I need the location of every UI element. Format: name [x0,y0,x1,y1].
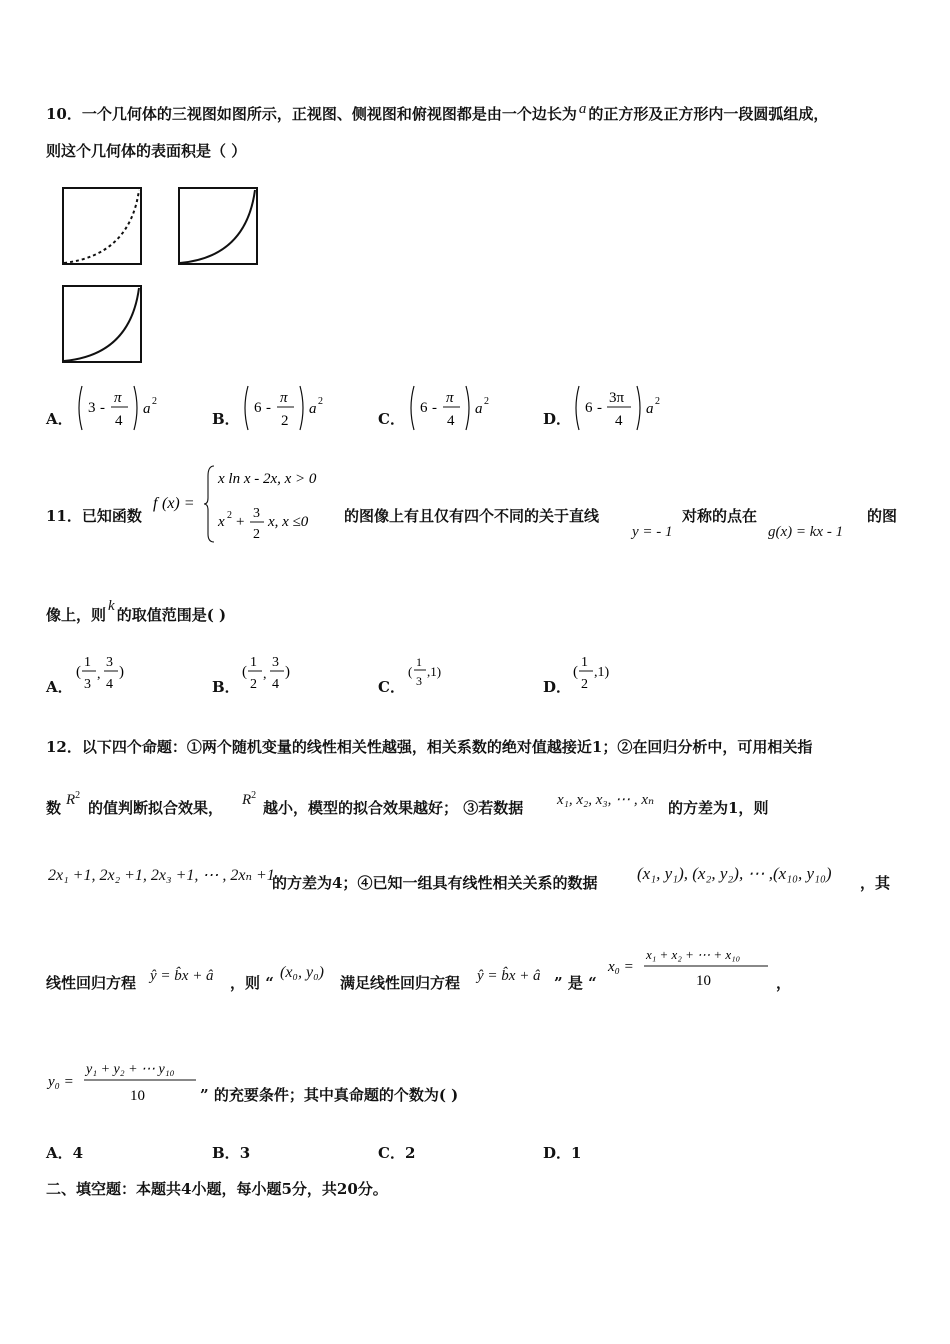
q12-line4-b: ，则 “ [230,974,274,992]
q11-option-a-interval [74,648,144,696]
f-head: f [153,495,158,512]
q10-option-a-formula [74,382,174,434]
q11c-tail: ,1) [427,664,442,679]
svg-text:(: ( [76,664,81,680]
svg-text:(: ( [573,664,578,680]
x0-lhs: x₀ = [608,959,634,975]
opt-d-exp: 2 [655,396,660,407]
q10-option-a-label: A． [46,410,73,428]
q12-option-c-value: 2 [404,1144,416,1162]
svg-text:(: ( [408,664,413,679]
q12-line4-a: 线性回归方程 [46,974,137,992]
q11-stem-middle: 的图像上有且仅有四个不同的关于直线 [344,507,600,525]
svg-text:): ) [119,664,124,680]
opt-b-exp: 2 [318,396,323,407]
q11-option-d-interval [571,648,641,696]
r-exp-2: 2 [251,790,257,801]
y0-den: 10 [130,1088,145,1104]
q11-stem-symmetric: 对称的点在 [682,507,758,525]
q12-option-a-label: A． [46,1144,73,1162]
case2-plus: + [236,514,245,530]
opt-d-a: a [646,401,654,417]
q11a-n1: 1 [84,655,91,670]
opt-d-whole: 6 [585,400,593,416]
svg-text:,: , [263,667,267,682]
q11b-d2: 4 [272,677,279,692]
y0-lhs: y₀ = [48,1074,74,1090]
opt-c-minus: - [432,400,437,416]
opt-d-den: 4 [615,413,623,429]
q12-data-x: x₁, x₂, x₃, ⋯ , xₙ [557,792,655,808]
q12-option-d-label: D． [543,1144,572,1162]
q10-option-c-formula [406,382,506,434]
q11b-n1: 1 [250,655,257,670]
opt-a-den: 4 [115,413,123,429]
q12-line2-d: 的方差为1，则 [668,799,769,817]
f-x: (x) = [162,495,195,512]
case2-num: 3 [253,506,260,521]
q10-var-a: a [578,101,587,117]
q12-regression-eq-2: ŷ = b̂x + â [477,968,541,984]
q11c-d1: 3 [416,674,422,688]
q11-stem-prefix: 11．已知函数 [46,507,142,525]
opt-a-a: a [143,401,151,417]
q12-option-a[interactable] [46,1142,83,1163]
q12-pairs: (x₁, y₁), (x₂, y₂), ⋯ ,(x₁₀, y₁₀) [637,864,832,883]
q11-option-a-label: A． [46,678,73,696]
q11-line-equation: y = - 1 [632,524,673,540]
q12-line3-b: ，其 [860,874,891,892]
q10-side-view-figure [176,185,262,267]
q12-option-a-value: 4 [72,1144,84,1162]
q11b-d1: 2 [250,677,257,692]
q12-line3-a: 的方差为4；④已知一组具有线性相关关系的数据 [272,874,598,892]
q10-front-view-figure [60,185,146,267]
opt-b-num: π [280,390,288,406]
case2-tail: x, x ≤0 [268,514,309,530]
q12-option-c-label: C． [378,1144,405,1162]
q12-r-squared [66,790,80,809]
opt-a-minus: - [100,400,105,416]
q11-g-equation: g(x) = kx - 1 [768,524,844,540]
q12-option-d[interactable] [543,1142,581,1163]
q12-r-squared-2 [242,790,256,809]
q12-line4-d: ” 是 “ [554,974,597,992]
side-view-arc [180,190,255,263]
case2-den: 2 [253,527,260,542]
q11-line2-a: 像上，则 [46,606,107,624]
opt-c-a: a [475,401,483,417]
r-exp: 2 [75,790,81,801]
q12-regression-eq: ŷ = b̂x + â [150,968,214,984]
q11-option-c-label: C． [378,678,405,696]
q10-option-b-label: B． [212,410,240,428]
q11-stem-end: 的图 [867,507,898,525]
case2-exp: 2 [227,510,232,521]
svg-text:): ) [285,664,290,680]
q12-x0-formula [606,942,776,992]
q11-stem-line2 [46,598,227,625]
q11-option-d-label: D． [543,678,572,696]
q10-option-d-label: D． [543,410,572,428]
front-view-square [63,188,141,264]
q11-option-b-label: B． [212,678,240,696]
r-symbol-2: R [242,792,252,808]
q12-line2-c: 越小，模型的拟合效果越好； ③若数据 [263,799,524,817]
q11a-d2: 4 [106,677,113,692]
opt-c-exp: 2 [484,396,489,407]
q12-line4-e: ， [776,974,792,992]
q10-option-d-formula [571,382,681,434]
q10-stem-line2: 则这个几何体的表面积是（ ） [46,142,247,160]
opt-b-whole: 6 [254,400,262,416]
case1: x ln x - 2x, x > 0 [218,471,317,487]
q11b-n2: 3 [272,655,279,670]
opt-a-whole: 3 [88,400,96,416]
opt-b-den: 2 [281,413,289,429]
top-view-arc [64,288,139,361]
q11-option-b-interval [240,648,310,696]
opt-a-exp: 2 [152,396,157,407]
x0-den: 10 [696,973,711,989]
opt-b-minus: - [266,400,271,416]
q12-point: (x₀, y₀) [280,964,324,981]
q12-line2-b: 的值判断拟合效果， [88,799,224,817]
q11c-n1: 1 [416,655,422,669]
q10-stem-text-b: 的正方形及正方形内一段圆弧组成， [588,105,829,123]
q10-stem-line1 [46,103,828,124]
opt-c-whole: 6 [420,400,428,416]
q12-line2-start: 数 [46,799,62,817]
q10-option-c-label: C． [378,410,405,428]
q12-y0-formula [46,1056,206,1108]
q12-line1: 12．以下四个命题：①两个随机变量的线性相关性越强，相关系数的绝对值越接近1；②在回归分析中，可用相关指 [46,738,813,756]
q12-option-b-label: B． [212,1144,240,1162]
y0-num: y₁ + y₂ + ⋯ y₁₀ [86,1062,175,1077]
q10-top-view-figure [60,283,146,365]
q12-option-d-value: 1 [571,1144,582,1162]
opt-c-num: π [446,390,454,406]
q11a-n2: 3 [106,655,113,670]
opt-a-num: π [114,390,122,406]
opt-b-a: a [309,401,317,417]
q12-line5: ” 的充要条件；其中真命题的个数为( ) [200,1086,459,1104]
section2-title: 二、填空题：本题共4小题，每小题5分，共20分。 [46,1180,388,1198]
q10-stem-text-a: 10．一个几何体的三视图如图所示，正视图、侧视图和俯视图都是由一个边长为 [46,105,577,123]
q11d-n1: 1 [581,655,588,670]
opt-d-minus: - [597,400,602,416]
q11a-d1: 3 [84,677,91,692]
svg-text:(: ( [242,664,247,680]
x0-num: x₁ + x₂ + ⋯ + x₁₀ [646,947,741,962]
case2-x: x [218,514,225,530]
q12-line4-c: 满足线性回归方程 [340,974,461,992]
opt-d-num: 3π [609,390,625,406]
q11-piecewise-function [150,462,340,546]
front-view-dashed-arc [64,190,139,263]
q11-option-c-interval [406,648,476,696]
q12-option-b-value: 3 [239,1144,251,1162]
q11d-d1: 2 [581,677,588,692]
q11d-tail: ,1) [594,665,610,680]
q12-transformed-data: 2x₁ +1, 2x₂ +1, 2x₃ +1, ⋯ , 2xₙ +1 [48,867,275,884]
q12-option-b[interactable] [212,1142,250,1163]
q12-option-c[interactable] [378,1142,415,1163]
opt-c-den: 4 [447,413,455,429]
svg-text:,: , [97,667,101,682]
q10-option-b-formula [240,382,340,434]
q11-var-k: k [108,598,115,614]
q11-line2-b: 的取值范围是( ) [116,606,227,624]
r-symbol: R [66,792,76,808]
